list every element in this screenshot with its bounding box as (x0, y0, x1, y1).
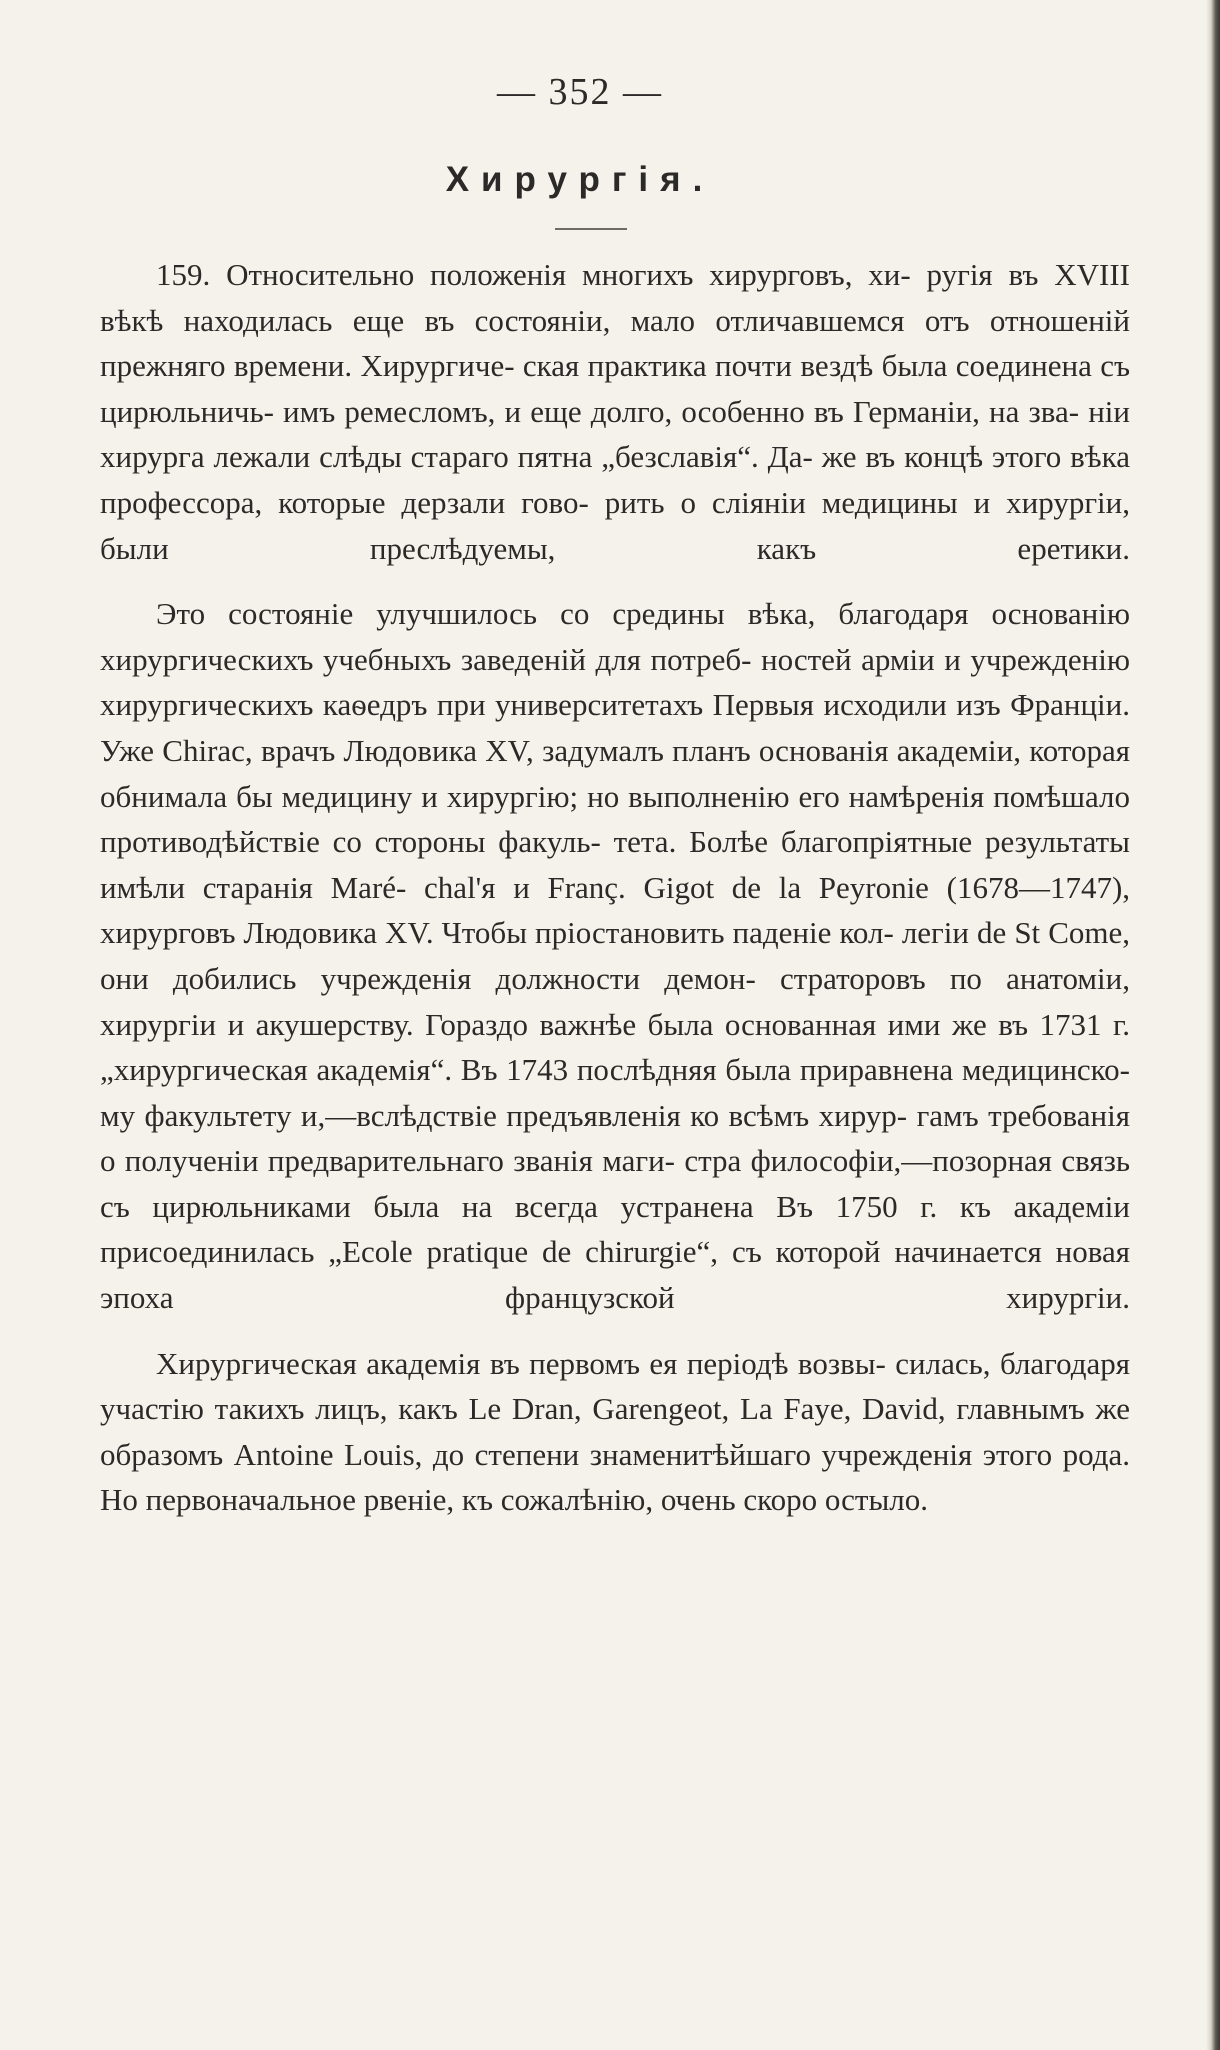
text-line: его намѣренія помѣшало противодѣйствіе со стороны факуль- (100, 778, 1131, 860)
text-line: врачъ Людовика XV, задумалъ планъ основанія академіи, (260, 732, 1021, 768)
text-line: chal'я и Franç. Gigot de la Peyronie (1678—1747), (424, 869, 1131, 905)
text-line: легіи de St Come, они добились учрежденія должности демон- (100, 915, 1131, 996)
text-line: всегда устранена Въ 1750 г. къ академіи присоединилась (100, 1188, 1130, 1270)
text-line: тета. Болѣе благопріятные результаты имѣли старанія Maré- (100, 824, 1131, 905)
text-line: имъ ремесломъ, и еще долго, особенно въ Германіи, на зва- (283, 393, 1080, 429)
paragraph-2 (100, 591, 1130, 1321)
text-line: университетахъ Первыя исходили изъ Франціи. Уже Chirac, (100, 687, 1130, 768)
text-line: ругія въ XVIII вѣкѣ находилась еще въ состояніи, мало (100, 257, 1130, 338)
text-line: гамъ требованія о полученіи предварительнаго званія маги- (100, 1097, 1131, 1179)
page-number: — 352 — (497, 71, 663, 113)
section-heading: Хирургія. (445, 160, 715, 199)
text-line: ская практика почти вездѣ была соединена съ цирюльничь- (100, 348, 1130, 429)
text-line: ніи хирурга лежали слѣды стараго пятна „безславія“. Да- (100, 393, 1131, 475)
body-text (100, 252, 1130, 1523)
text-line: Хирургическая академія въ первомъ ея періодѣ возвы- (156, 1345, 886, 1381)
text-line: страторовъ по анатоміи, хирургіи и акушерству. Гораздо (100, 960, 1130, 1042)
text-line: отличавшемся отъ отношеній прежняго времени. Хирургиче- (100, 302, 1131, 384)
text-line: хирурговъ Людовика XV. Чтобы пріостановить паденіе кол- (100, 915, 894, 951)
text-line: 159. Относительно положенія многихъ хирурговъ, хи- (156, 257, 911, 292)
text-line: скоро остыло. (743, 1482, 928, 1518)
text-line: важнѣе была основанная ими же въ 1731 г. „хирургическая (100, 1006, 1131, 1088)
text-line: рить о сліяніи медицины и хирургіи, были преслѣдуемы, (100, 484, 1131, 566)
heading-rule (555, 228, 627, 230)
text-line: этого рода. Но первоначальное рвеніе, къ сожалѣнію, очень (100, 1436, 1130, 1518)
page-edge-shadow (1206, 0, 1220, 2050)
paragraph-3 (100, 1341, 1130, 1523)
text-line: силась, благодаря участію такихъ лицъ, какъ Le Dran, (100, 1345, 1131, 1427)
text-line: Garengeot, La Faye, David, главнымъ же образомъ (100, 1391, 1131, 1472)
text-line: академія“. Въ 1743 послѣдняя была приравнена медицинско- (316, 1052, 1130, 1088)
text-line: Это состояніе улучшилось со средины вѣка, благодаря (156, 596, 969, 632)
text-line: какъ еретики. (756, 530, 1130, 566)
paragraph-1 (100, 252, 1130, 571)
text-line: Antoine Louis, до степени знаменитѣйшаго учрежденія (233, 1436, 973, 1472)
text-line: которая обнимала бы медицину и хирургію; но выполненію (100, 732, 1131, 814)
text-line: же въ концѣ этого вѣка профессора, которые дерзали гово- (100, 439, 1130, 520)
text-line: основанію хирургическихъ учебныхъ заведеній для потреб- (100, 596, 1131, 677)
text-line: ностей арміи и учрежденію хирургическихъ каѳедръ при (100, 641, 1130, 723)
text-line: эпоха французской хирургіи. (100, 1280, 1130, 1316)
text-line: му факультету и,—вслѣдствіе предъявленія ко всѣмъ хирур- (100, 1097, 908, 1133)
text-line: „Ecole pratique de chirurgie“, съ которой начинается новая (328, 1234, 1130, 1270)
text-line: стра философіи,—позорная связь съ цирюльниками была на (100, 1143, 1130, 1224)
